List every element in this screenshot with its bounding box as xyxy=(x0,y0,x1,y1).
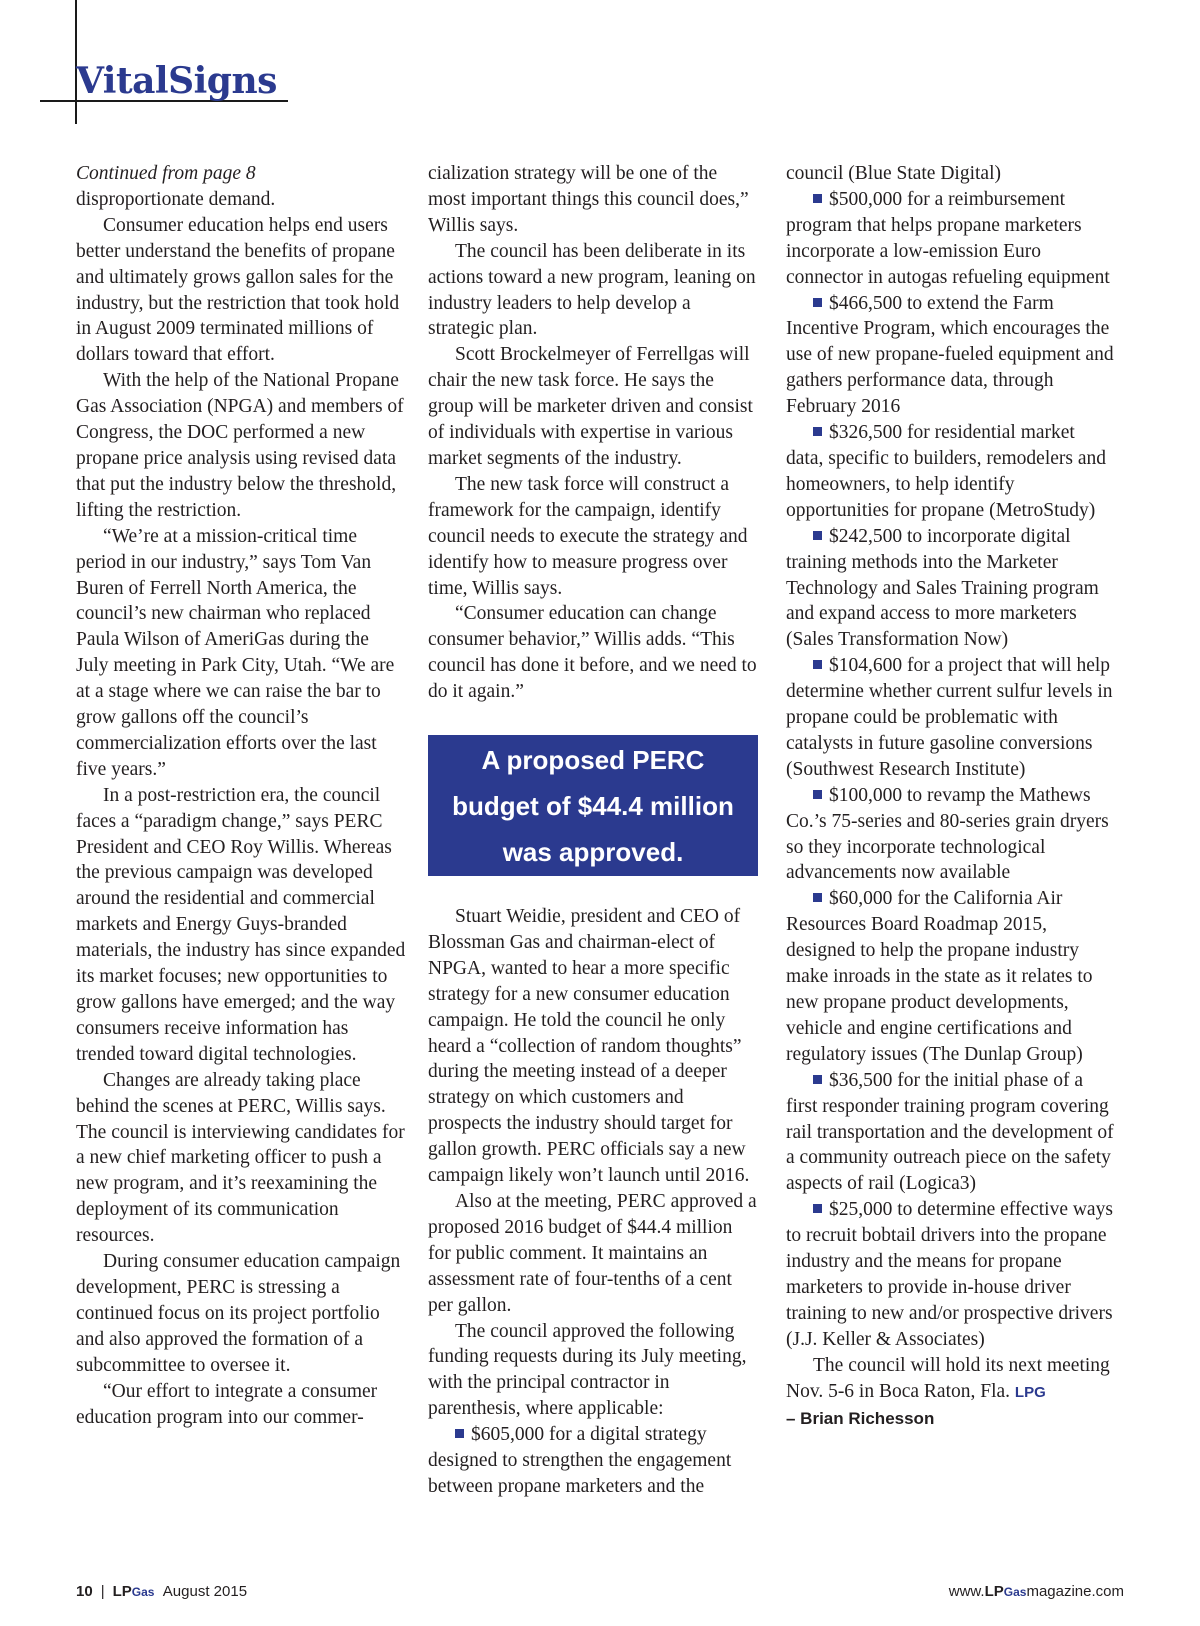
footer-url[interactable] xyxy=(949,1583,1124,1600)
bullet-square-icon xyxy=(813,790,822,799)
footer-folio xyxy=(76,1583,247,1600)
bullet-item xyxy=(786,1068,1116,1198)
url-prefix: www. xyxy=(948,1583,985,1600)
paragraph xyxy=(428,904,758,1189)
paragraph xyxy=(786,1353,1116,1406)
bullet-item xyxy=(786,187,1116,291)
paragraph-text: $500,000 for a reimbursement program that helps propane marketers incorporate a low-emission Euro connector in autogas refueling equipment xyxy=(786,188,1110,288)
paragraph-text: In a post-restriction era, the council faces a “paradigm change,” says PERC President and CEO Roy Willis. Whereas the previous campaign was developed around the residential and commercial markets and Energy Guys-branded materials, the industry has since expanded its market focuses; new opportunities to grow gallons have emerged; and the way consumers receive information has trended toward digital technologies. xyxy=(76,784,406,1065)
bullet-square-icon xyxy=(813,298,822,307)
byline: – Brian Richesson xyxy=(786,1408,935,1428)
paragraph-text: $326,500 for residential market data, specific to builders, remodelers and homeowners, to help identify opportunities for propane (MetroStudy) xyxy=(786,422,1107,521)
col1-paragraphs xyxy=(76,161,406,1430)
paragraph xyxy=(76,524,406,783)
bullet-item xyxy=(786,524,1116,654)
paragraph xyxy=(76,187,406,213)
bullet-square-icon xyxy=(813,1204,822,1213)
bullet-item xyxy=(428,1422,758,1500)
brand-lp: LP xyxy=(112,1583,132,1600)
paragraph xyxy=(76,1379,406,1431)
article-column-2 xyxy=(428,161,758,1500)
bullet-item xyxy=(786,783,1116,887)
paragraph-text: Also at the meeting, PERC approved a proposed 2016 budget of $44.4 million for public comment. It maintains an assessment rate of four-tenths of a cent per gallon. xyxy=(428,1191,757,1316)
byline-line xyxy=(786,1406,1116,1432)
bullet-square-icon xyxy=(813,893,822,902)
pull-quote-text: A proposed PERC budget of $44.4 million was approved. xyxy=(452,744,734,867)
bullet-item xyxy=(786,886,1116,1067)
paragraph xyxy=(76,1249,406,1379)
bullet-square-icon xyxy=(813,660,822,669)
paragraph xyxy=(428,161,758,239)
paragraph-text: council (Blue State Digital) xyxy=(786,163,1001,184)
paragraph-text: The council will hold its next meeting Nov. 5-6 in Boca Raton, Fla. xyxy=(786,1354,1110,1402)
issue-date: August 2015 xyxy=(162,1583,248,1600)
paragraph-text: Scott Brockelmeyer of Ferrellgas will chair the new task force. He says the group will be marketer driven and consist of individuals with expertise in various market segments of the industry. xyxy=(428,344,753,469)
paragraph-text: “Our effort to integrate a consumer education program into our commer- xyxy=(76,1380,378,1428)
page-number: 10 xyxy=(76,1583,93,1600)
paragraph-text: $60,000 for the California Air Resources Board Roadmap 2015, designed to help the propane industry make inroads in the state as it relates to new propane product developments, vehicle and engine certifications and regulatory issues (The Dunlap Group) xyxy=(786,888,1093,1065)
paragraph xyxy=(428,1189,758,1319)
paragraph xyxy=(428,472,758,602)
col3-paragraphs xyxy=(786,161,1116,1406)
bullet-square-icon xyxy=(813,427,822,436)
paragraph xyxy=(786,161,1116,187)
bullet-square-icon xyxy=(813,194,822,203)
paragraph-text: The council approved the following funding requests during its July meeting, with the principal contractor in parenthesis, where applicable: xyxy=(428,1320,747,1420)
brand-gas: Gas xyxy=(131,1585,155,1599)
paragraph xyxy=(76,1068,406,1249)
paragraph-text: During consumer education campaign development, PERC is stressing a continued focus on its project portfolio and also approved the formation of a subcommittee to oversee it. xyxy=(76,1251,401,1376)
col2-bottom-paragraphs xyxy=(428,904,758,1500)
article-column-3 xyxy=(786,161,1116,1431)
paragraph-text: Changes are already taking place behind the scenes at PERC, Willis says. The council is interviewing candidates for a new chief marketing officer to push a new program, and it’s reexamining the deployment of its communication resources. xyxy=(76,1069,405,1247)
paragraph-text: Continued from page 8 xyxy=(76,163,256,184)
url-lp: LP xyxy=(984,1583,1004,1600)
paragraph-text: $466,500 to extend the Farm Incentive Program, which encourages the use of new propane-fueled equipment and gathers performance data, through February 2016 xyxy=(786,292,1114,418)
bullet-square-icon xyxy=(455,1429,464,1438)
article-column-1 xyxy=(76,161,406,1430)
bullet-item xyxy=(786,653,1116,783)
paragraph xyxy=(76,213,406,368)
paragraph-text: The council has been deliberate in its actions toward a new program, leaning on industry leaders to help develop a strategic plan. xyxy=(428,240,756,340)
col2-top-paragraphs xyxy=(428,161,758,705)
paragraph xyxy=(76,783,406,1068)
paragraph-text: $605,000 for a digital strategy designed to strengthen the engagement between propane marketers and the xyxy=(428,1424,732,1497)
paragraph-text: $242,500 to incorporate digital training methods into the Marketer Technology and Sales Training program and expand access to more marketers (Sales Transformation Now) xyxy=(786,525,1099,651)
paragraph-text: With the help of the National Propane Gas Association (NPGA) and members of Congress, the DOC performed a new propane price analysis using revised data that put the industry below the threshold, lifting the restriction. xyxy=(76,370,404,521)
paragraph-text: Consumer education helps end users better understand the benefits of propane and ultimately grows gallon sales for the industry, but the restriction that took hold in August 2009 terminated millions of dollars toward that effort. xyxy=(76,214,400,366)
folio-separator: | xyxy=(100,1583,105,1600)
paragraph xyxy=(76,368,406,523)
bullet-item xyxy=(786,1197,1116,1352)
pull-quote-box xyxy=(428,735,758,876)
bullet-square-icon xyxy=(813,531,822,540)
bullet-item xyxy=(786,420,1116,524)
paragraph-text: $36,500 for the initial phase of a first responder training program covering rail transportation and the development of a community outreach piece on the safety aspects of rail (Logica3) xyxy=(786,1069,1114,1195)
paragraph-text: $104,600 for a project that will help determine whether current sulfur levels in propane could be problematic with catalysts in future gasoline conversions (Southwest Research Institute) xyxy=(786,655,1113,780)
bullet-square-icon xyxy=(813,1075,822,1084)
paragraph-text: Stuart Weidie, president and CEO of Blossman Gas and chairman-elect of NPGA, wanted to hear a more specific strategy for a new consumer education campaign. He told the council he only heard a “collection of random thoughts” during the meeting instead of a deeper strategy on which customers and prospects the industry should target for gallon growth. PERC officials say a new campaign likely won’t launch until 2016. xyxy=(428,906,750,1187)
paragraph-text: $25,000 to determine effective ways to recruit bobtail drivers into the propane industry and the means for propane marketers to provide in-house driver training to new and/or prospective drivers (J.J. Keller & Associates) xyxy=(786,1199,1113,1350)
paragraph-text: The new task force will construct a framework for the campaign, identify council needs to execute the strategy and identify how to measure progress over time, Willis says. xyxy=(428,473,748,599)
bullet-item xyxy=(786,291,1116,421)
paragraph xyxy=(428,601,758,705)
paragraph-text: “Consumer education can change consumer behavior,” Willis adds. “This council has done it before, and we need to do it again.” xyxy=(428,603,757,703)
paragraph-text: “We’re at a mission-critical time period in our industry,” says Tom Van Buren of Ferrell North America, the council’s new chairman who replaced Paula Wilson of AmeriGas during the July meeting in Park City, Utah. “We are at a stage where we can raise the bar to grow gallons off the council’s commercialization efforts over the last five years.” xyxy=(76,525,395,780)
url-gas: Gas xyxy=(1003,1585,1027,1599)
paragraph-text: cialization strategy will be one of the most important things this council does,” Willis says. xyxy=(428,163,749,236)
paragraph-text: $100,000 to revamp the Mathews Co.’s 75-series and 80-series grain dryers so they incorporate technological advancements now available xyxy=(786,784,1109,884)
url-suffix: magazine.com xyxy=(1026,1583,1124,1600)
paragraph xyxy=(428,342,758,472)
paragraph xyxy=(76,161,406,187)
paragraph-text: disproportionate demand. xyxy=(76,188,276,210)
paragraph xyxy=(428,239,758,343)
end-tag: LPG xyxy=(1014,1383,1046,1401)
paragraph xyxy=(428,1319,758,1423)
section-title: VitalSigns xyxy=(76,60,277,102)
